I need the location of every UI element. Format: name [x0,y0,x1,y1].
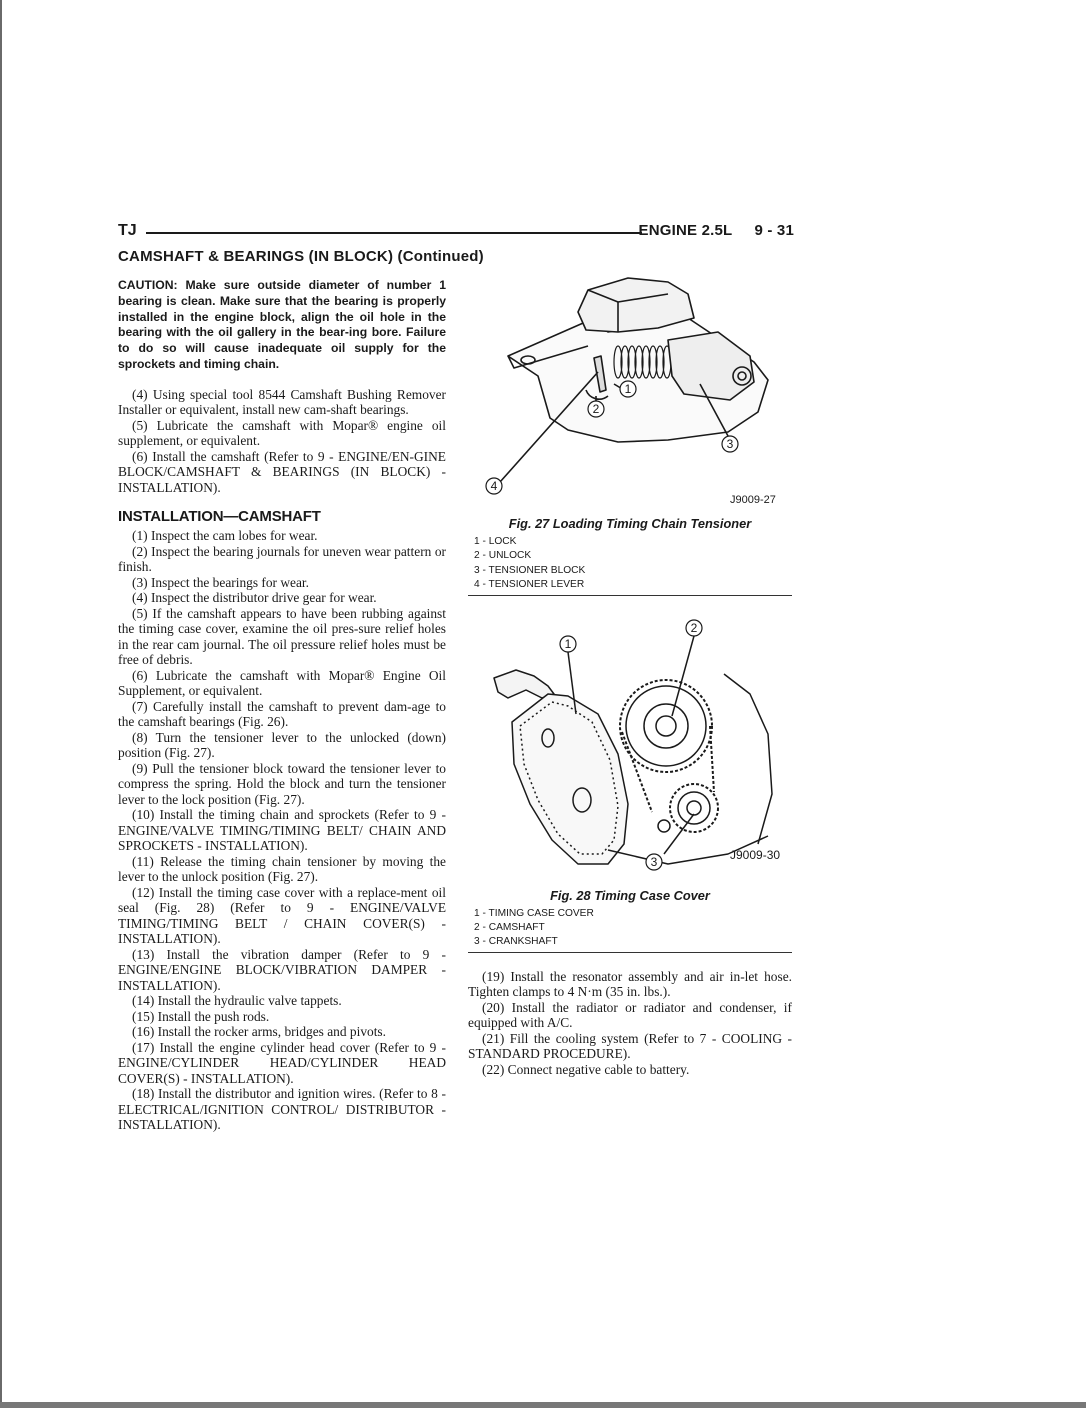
fig28-callout-3: 3 [650,854,658,869]
right-steps [468,969,792,1078]
procedure-step: (14) Install the hydraulic valve tappets. [132,993,342,1009]
fig27-callout-4: 4 [490,479,498,493]
procedure-step: (19) Install the resonator assembly and air in-let hose. Tighten clamps to 4 N·m (35 in. lbs.). [468,968,792,1000]
fig27-callout-2: 2 [592,402,600,416]
procedure-step: (22) Connect negative cable to battery. [482,1061,690,1077]
legend-item: 2 - CAMSHAFT [474,922,545,934]
fig28-callout-1: 1 [564,636,572,651]
procedure-step: (5) If the camshaft appears to have been rubbing against the timing case cover, examine the oil pres-sure relief holes in the rear cam journal. The oil pressure relief holes must be free of debris. [118,605,446,668]
header-page-number: 9 - 31 [754,222,794,239]
fig28-caption: Fig. 28 Timing Case Cover [550,887,710,903]
fig28-code: J9009-30 [730,847,781,862]
fig27-legend [468,535,792,593]
procedure-step: (5) Lubricate the camshaft with Mopar® engine oil supplement, or equivalent. [118,417,446,449]
procedure-step: (3) Inspect the bearings for wear. [132,574,309,590]
section-title: CAMSHAFT & BEARINGS (IN BLOCK) (Continued) [118,248,484,265]
fig27-caption: Fig. 27 Loading Timing Chain Tensioner [508,516,752,531]
right-column [468,272,792,1077]
procedure-step: (4) Inspect the distributor drive gear for wear. [132,590,377,606]
header-right [639,222,794,239]
procedure-step: (13) Install the vibration damper (Refer to 9 - ENGINE/ENGINE BLOCK/VIBRATION DAMPER - INSTALLATION). [118,946,446,993]
caution-note: CAUTION: Make sure outside diameter of number 1 bearing is clean. Make sure that the bearing is properly installed in the engine block, align the oil hole in the bearing with the oil gallery in the bear-ing bore. Failure to do so will cause inadequate oil supply for the sprockets and timing chain. [118,278,446,371]
legend-item: 2 - UNLOCK [474,550,532,562]
procedure-step: (6) Lubricate the camshaft with Mopar® Engine Oil Supplement, or equivalent. [118,667,446,699]
legend-item: 4 - TENSIONER LEVER [474,579,585,591]
fig27-code: J9009-27 [730,494,776,506]
page-left-edge [0,0,2,1408]
installation-heading: INSTALLATION—CAMSHAFT [118,508,321,526]
procedure-step: (18) Install the distributor and ignition wires. (Refer to 8 - ELECTRICAL/IGNITION CONTROL/ DISTRIBUTOR - INSTALLATION). [118,1086,446,1133]
fig27-callout-3: 3 [726,437,734,451]
legend-item: 3 - CRANKSHAFT [474,936,558,948]
procedure-step: (8) Turn the tensioner lever to the unlocked (down) position (Fig. 27). [118,729,446,761]
procedure-step: (6) Install the camshaft (Refer to 9 - ENGINE/EN-GINE BLOCK/CAMSHAFT & BEARINGS (IN BLOCK) - INSTALLATION). [118,448,446,495]
procedure-step: (1) Inspect the cam lobes for wear. [132,528,318,544]
procedure-step: (16) Install the rocker arms, bridges and pivots. [132,1024,386,1040]
procedure-step: (12) Install the timing case cover with a replace-ment oil seal (Fig. 28) (Refer to 9 - ENGINE/VALVE TIMING/TIMING BELT / CHAIN COVER(S) - INSTALLATION). [118,884,446,947]
procedure-step: (15) Install the push rods. [132,1008,270,1024]
header-rule [146,232,642,234]
figure-27 [468,272,792,512]
header-section: ENGINE 2.5L [638,222,733,239]
header-model: TJ [118,222,137,239]
procedure-step: (9) Pull the tensioner block toward the tensioner lever to compress the spring. Hold the block and turn the tensioner lever to the lock position (Fig. 27). [118,760,446,807]
intro-steps [118,387,446,496]
fig28-callout-2: 2 [690,620,698,635]
fig27-rule [468,595,792,596]
fig28-rule [468,952,792,953]
installation-steps [118,528,446,1133]
procedure-step: (10) Install the timing chain and sprockets (Refer to 9 - ENGINE/VALVE TIMING/TIMING BELT/ CHAIN AND SPROCKETS - INSTALLATION). [118,807,446,854]
left-column [118,278,446,1133]
fig28-legend [468,907,792,950]
figure-28 [468,614,792,884]
procedure-step: (21) Fill the cooling system (Refer to 7 - COOLING - STANDARD PROCEDURE). [468,1030,792,1062]
procedure-step: (17) Install the engine cylinder head cover (Refer to 9 - ENGINE/CYLINDER HEAD/CYLINDER HEAD COVER(S) - INSTALLATION). [118,1039,446,1086]
procedure-step: (20) Install the radiator or radiator and condenser, if equipped with A/C. [468,999,792,1031]
procedure-step: (2) Inspect the bearing journals for uneven wear pattern or finish. [118,543,446,575]
page-bottom-edge [0,1402,1086,1408]
page-header [118,222,794,242]
fig27-callout-1: 1 [624,382,632,396]
tensioner-illustration [468,272,792,512]
legend-item: 1 - LOCK [474,536,517,547]
timing-cover-illustration [468,614,792,884]
procedure-step: (7) Carefully install the camshaft to prevent dam-age to the camshaft bearings (Fig. 26). [118,698,446,730]
procedure-step: (4) Using special tool 8544 Camshaft Bushing Remover Installer or equivalent, install new cam-shaft bearings. [118,386,446,418]
procedure-step: (11) Release the timing chain tensioner by moving the lever to the unlock position (Fig. 27). [118,853,446,885]
legend-item: 3 - TENSIONER BLOCK [474,564,586,576]
legend-item: 1 - TIMING CASE COVER [474,907,594,919]
